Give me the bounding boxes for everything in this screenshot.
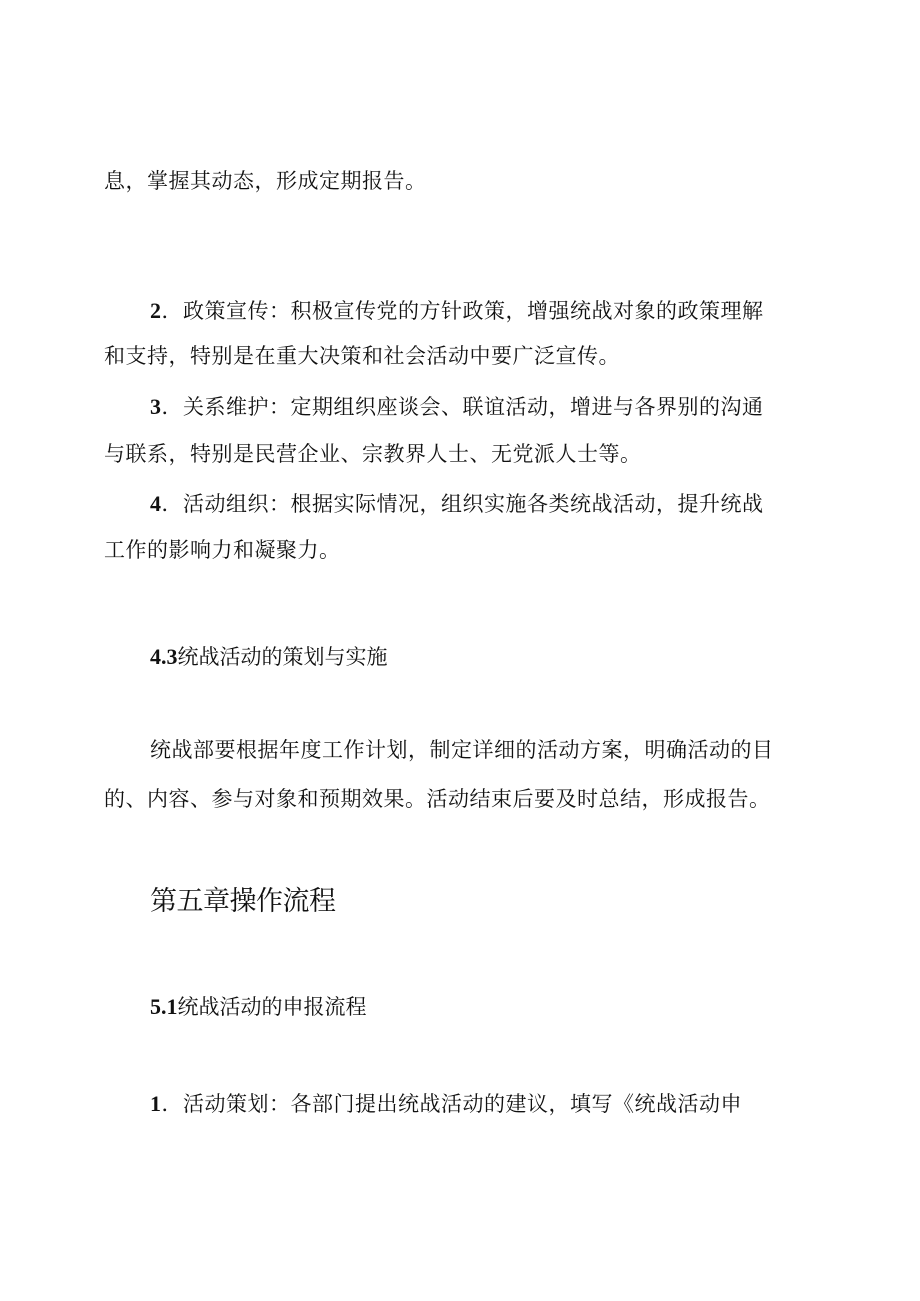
item-text: ．活动策划：各部门提出统战活动的建议，填写《统战活动申 — [161, 1092, 742, 1116]
section-heading-5-1 — [150, 992, 367, 1022]
paragraph-text: 统战部要根据年度工作计划，制定详细的活动方案，明确活动的目 — [150, 738, 774, 762]
item-text: 与联系，特别是民营企业、宗教界人士、无党派人士等。 — [104, 442, 642, 466]
item-number: 3 — [150, 394, 162, 419]
section-4-3-body-continuation — [104, 784, 820, 814]
item-number: 4 — [150, 491, 162, 516]
paragraph-text: 的、内容、参与对象和预期效果。活动结束后要及时总结，形成报告。 — [104, 787, 771, 811]
item-text: 工作的影响力和凝聚力。 — [104, 538, 341, 562]
item-number: 1 — [150, 1091, 162, 1116]
paragraph-text: 息，掌握其动态，形成定期报告。 — [104, 169, 427, 193]
item-text: ．政策宣传：积极宣传党的方针政策，增强统战对象的政策理解 — [161, 299, 764, 323]
section-number: 4.3 — [150, 644, 178, 669]
list-item-3-continuation — [104, 439, 820, 469]
section-title: 统战活动的申报流程 — [177, 995, 367, 1019]
list-item-2 — [150, 296, 820, 326]
list-item-2-continuation — [104, 341, 820, 371]
item-number: 2 — [150, 298, 162, 323]
section-4-3-body — [150, 735, 820, 765]
item-text: ．活动组织：根据实际情况，组织实施各类统战活动，提升统战 — [161, 492, 764, 516]
list-item-4 — [150, 489, 820, 519]
list-item-4-continuation — [104, 535, 820, 565]
chapter-heading: 第五章操作流程 — [150, 886, 336, 917]
list-item-1 — [150, 1089, 820, 1119]
paragraph-continuation — [104, 166, 820, 196]
section-title: 统战活动的策划与实施 — [177, 645, 388, 669]
section-heading-4-3 — [150, 642, 388, 672]
item-text: 和支持，特别是在重大决策和社会活动中要广泛宣传。 — [104, 344, 620, 368]
list-item-3 — [150, 392, 820, 422]
item-text: ．关系维护：定期组织座谈会、联谊活动，增进与各界别的沟通 — [161, 395, 764, 419]
section-number: 5.1 — [150, 994, 178, 1019]
